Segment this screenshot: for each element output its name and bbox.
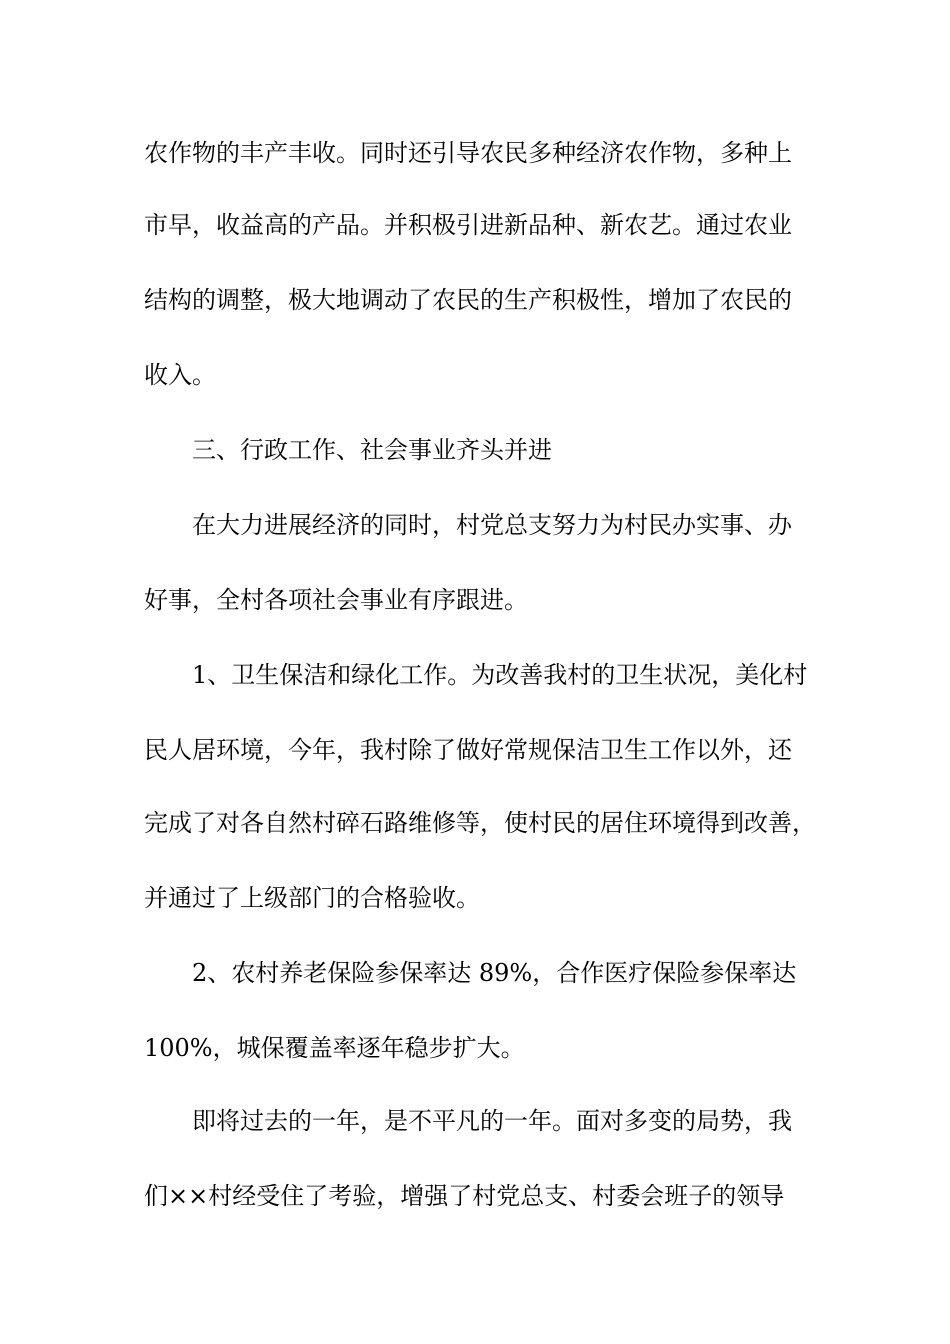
text-line: 100%，城保覆盖率逐年稳步扩大。 [144, 1034, 525, 1062]
text-line: 完成了对各自然村碎石路维修等，使村民的居住环境得到改善， [144, 809, 816, 837]
text-line: 1、卫生保洁和绿化工作。为改善我村的卫生状况，美化村 [192, 661, 808, 689]
text-line: 好事，全村各项社会事业有序跟进。 [144, 586, 528, 614]
text-line: 2、农村养老保险参保率达 89%，合作医疗保险参保率达 [192, 959, 797, 987]
text-line: 们××村经受住了考验，增强了村党总支、村委会班子的领导 [144, 1182, 785, 1210]
text-line: 并通过了上级部门的合格验收。 [144, 884, 480, 912]
text-line: 农作物的丰产丰收。同时还引导农民多种经济农作物，多种上 [144, 139, 792, 167]
text-line: 民人居环境，今年，我村除了做好常规保洁卫生工作以外，还 [144, 736, 792, 764]
text-line: 即将过去的一年，是不平凡的一年。面对多变的局势，我 [192, 1107, 792, 1135]
section-heading: 三、行政工作、社会事业齐头并进 [192, 436, 552, 464]
text-line: 结构的调整，极大地调动了农民的生产积极性，增加了农民的 [144, 286, 792, 314]
text-line: 在大力进展经济的同时，村党总支努力为村民办实事、办 [192, 511, 792, 539]
text-line: 市早，收益高的产品。并积极引进新品种、新农艺。通过农业 [144, 211, 792, 239]
text-line: 收入。 [144, 361, 216, 389]
